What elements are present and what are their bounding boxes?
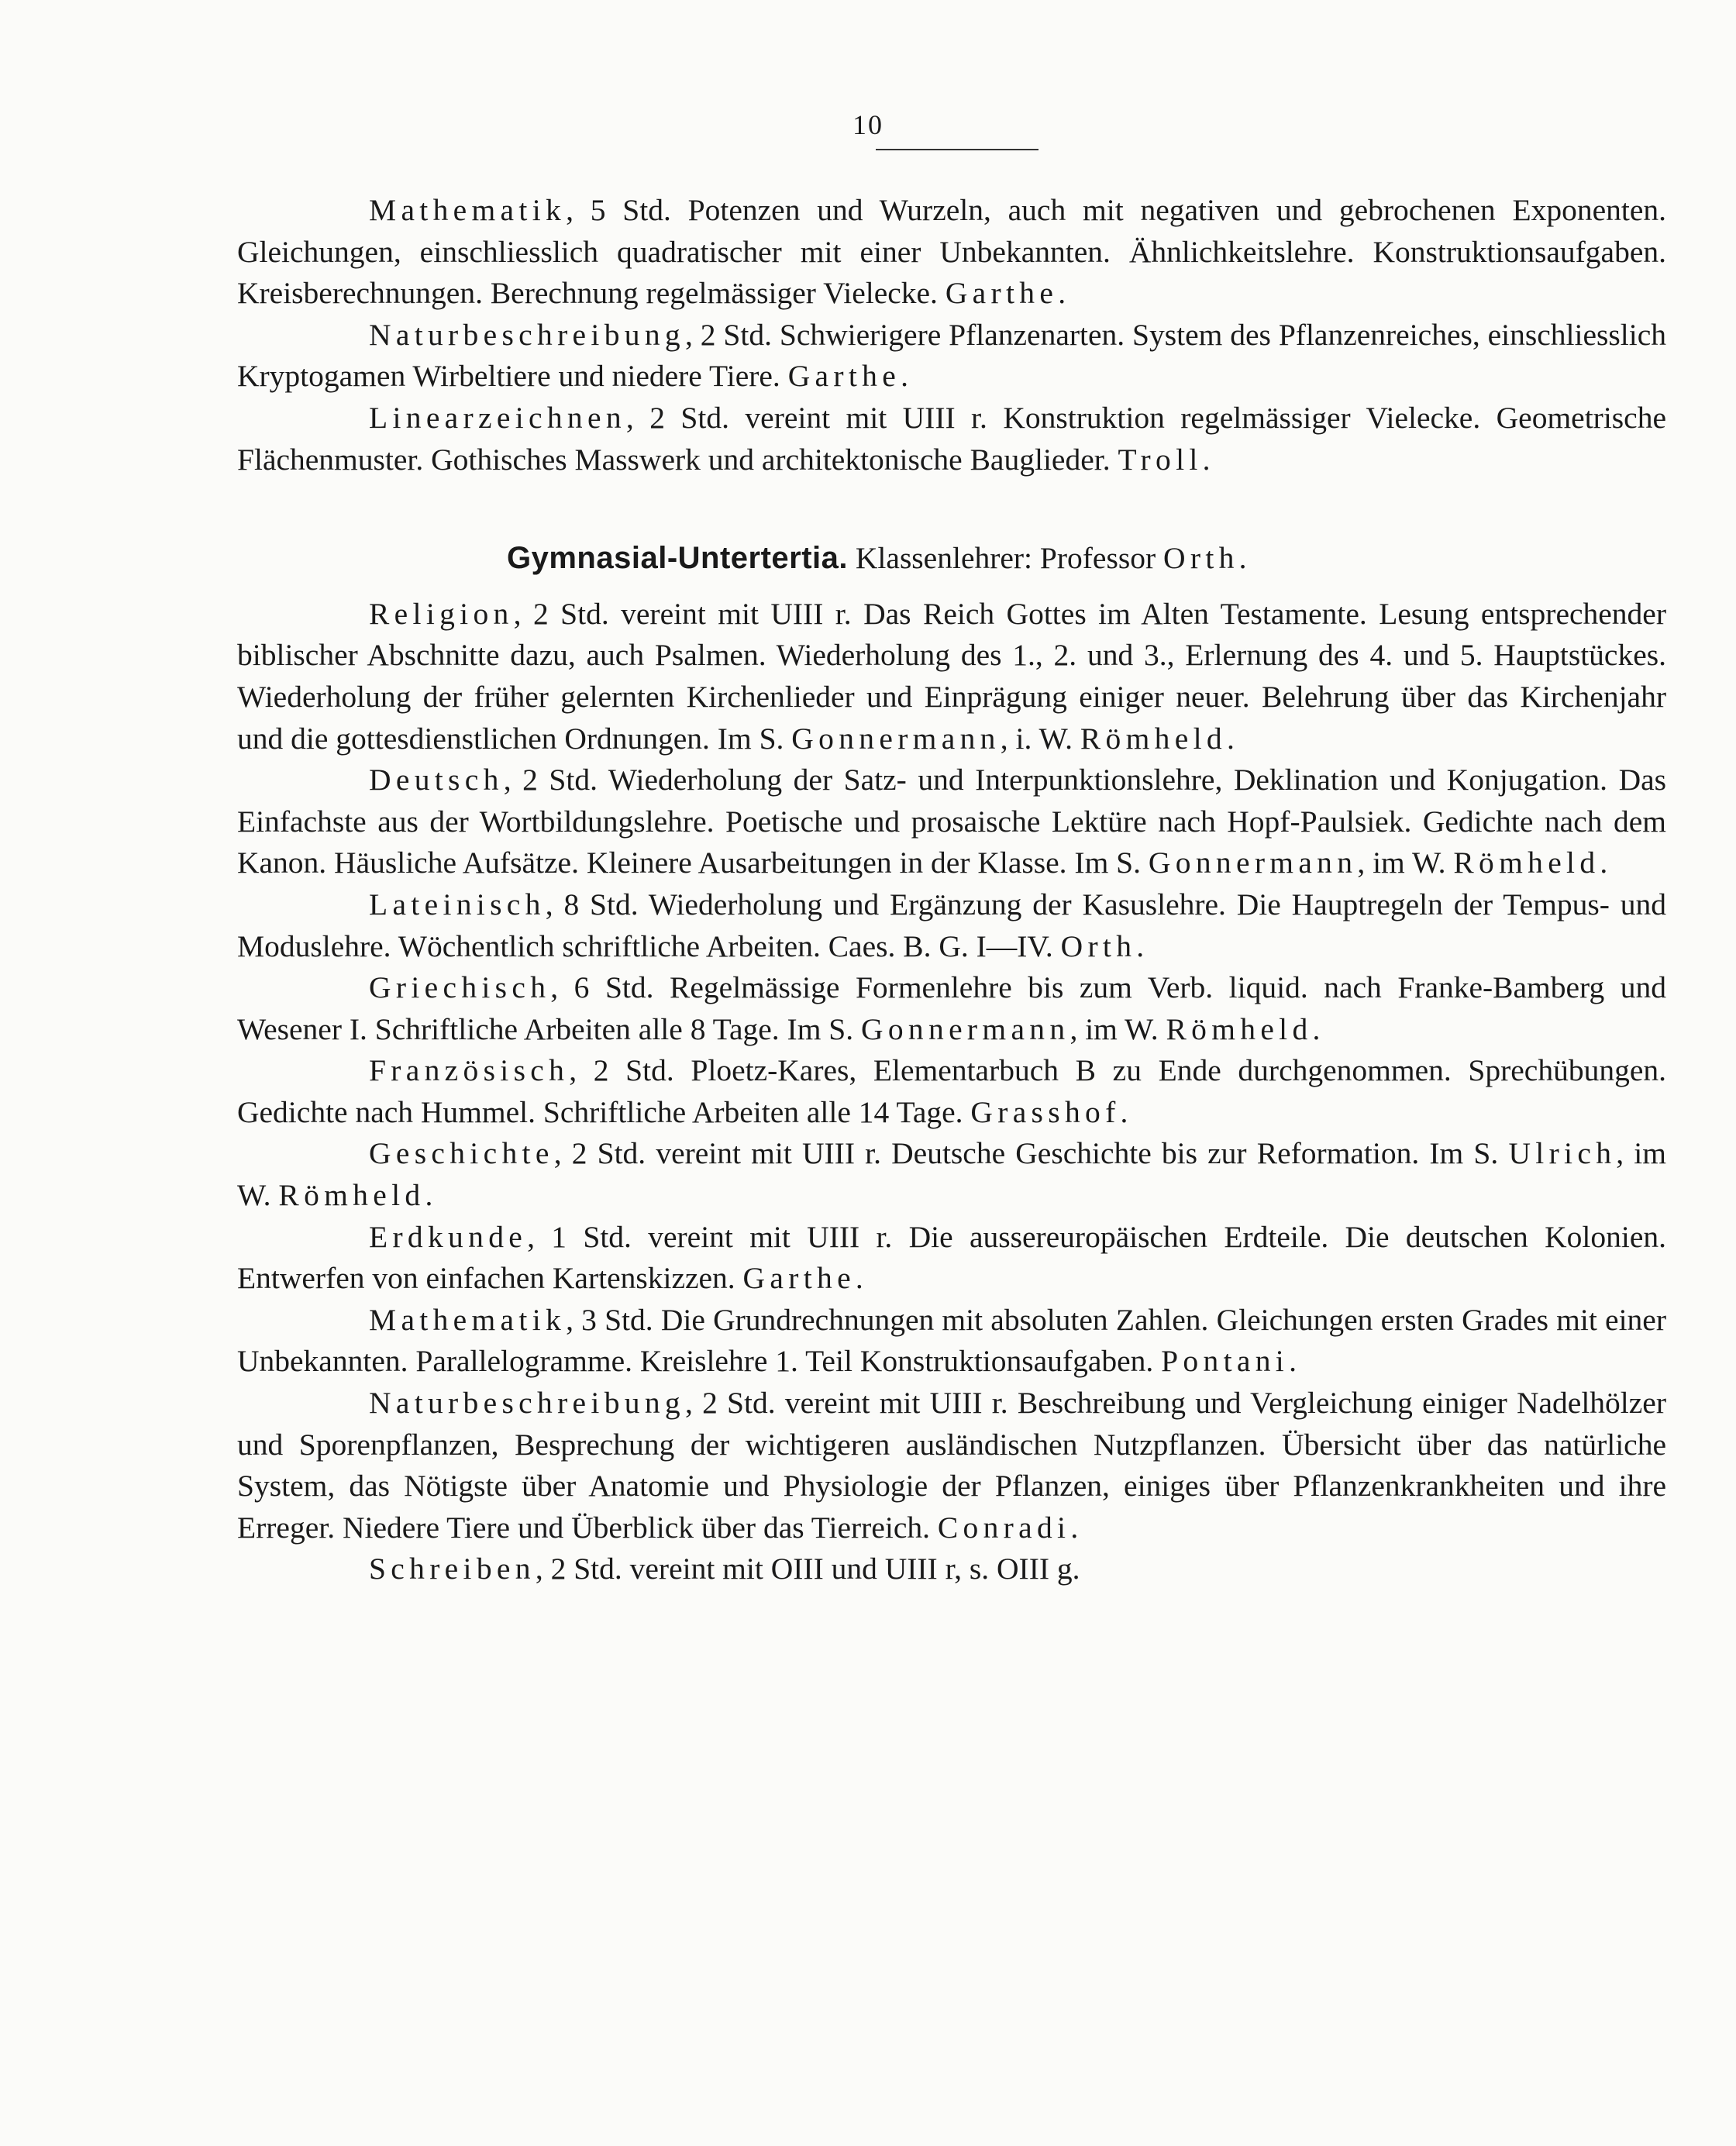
subject-name: Griechisch xyxy=(369,970,551,1005)
page-number: 10 xyxy=(852,109,884,140)
teacher-name-summer: Gonnermann xyxy=(1148,846,1358,880)
teacher-name: Garthe. xyxy=(742,1261,869,1296)
term-separator: , im W. xyxy=(1070,1011,1166,1046)
paragraph-text: Ploetz-Kares, Elementarbuch B zu Ende durchgenommen. Sprechübungen. Gedichte nach Hummel. Schriftliche Arbeiten alle 14 Tage. xyxy=(237,1053,1666,1129)
paragraph-naturbeschreibung-ob xyxy=(237,315,1666,398)
subject-name: Lateinisch xyxy=(369,887,546,921)
teacher-name-winter: Römheld. xyxy=(1080,721,1240,756)
paragraph-naturbeschreibung-ut xyxy=(237,1383,1666,1548)
hours: , 6 Std. xyxy=(550,970,670,1005)
section-heading xyxy=(237,538,1666,580)
paragraph-deutsch xyxy=(237,760,1666,884)
paragraph-text: Regelmässige Formenlehre bis zum Verb. liquid. nach Franke-Bamberg und Wesener I. Schriftliche Arbeiten alle 8 Tage. Im S. xyxy=(237,970,1666,1046)
teacher-name: Grasshof. xyxy=(970,1094,1133,1129)
teacher-name: Conradi. xyxy=(937,1510,1083,1545)
paragraph-text: Das Reich Gottes im Alten Testamente. Lesung entsprechender biblischer Abschnitte dazu, auch Psalmen. Wiederholung des 1., 2. und 3., Erlernung des 4. und 5. Hauptstückes. Wiederholung der früher gelernten Kirchenlieder und Einprägung einiger neuer. Belehrung über das Kirchenjahr und die gottesdienstlichen Ordnungen. Im S. xyxy=(237,596,1666,756)
paragraph-text: Deutsche Geschichte bis zur Reformation. Im S. xyxy=(891,1136,1509,1171)
section-title: Gymnasial-Untertertia. xyxy=(507,541,849,576)
subject-name: Linearzeichnen xyxy=(369,400,626,435)
paragraph-text: Konstruktion regelmässiger Vielecke. Geometrische Flächenmuster. Gothisches Masswerk und architektonische Bauglieder. xyxy=(237,400,1666,477)
paragraph-griechisch xyxy=(237,967,1666,1050)
hours: , 2 Std. vereint mit UIII r. xyxy=(684,1386,1018,1421)
teacher-name-summer: Ulrich xyxy=(1508,1136,1617,1171)
teacher-name-summer: Gonnermann xyxy=(791,721,1001,756)
term-separator: , i. W. xyxy=(1000,721,1080,756)
hours: , 2 Std. vereint mit UIII r. xyxy=(553,1136,892,1171)
hours: , 2 Std. vereint mit OIII und UIII r, s. OIII g. xyxy=(535,1552,1080,1586)
paragraph-text: Die Grundrechnungen mit absoluten Zahlen. Gleichungen ersten Grades mit einer Unbekannten. Parallelogramme. Kreislehre 1. Teil Konstruktionsaufgaben. xyxy=(237,1302,1666,1379)
paragraph-text: Potenzen und Wurzeln, auch mit negativen und gebrochenen Exponenten. Gleichungen, einschliesslich quadratischer mit einer Unbekannten. Ähnlichkeitslehre. Konstruktionsaufgaben. Kreisberechnungen. Berechnung regelmässiger Vielecke. xyxy=(237,193,1666,311)
subject-name: Mathematik xyxy=(369,1302,567,1337)
teacher-name: Orth. xyxy=(1060,928,1149,963)
class-teacher-name: Orth. xyxy=(1163,541,1252,576)
hours: , 8 Std. xyxy=(545,887,649,921)
subject-name: Schreiben xyxy=(369,1552,536,1586)
teacher-name: Troll. xyxy=(1118,442,1215,477)
hours: , 2 Std. vereint mit UIII r. xyxy=(625,400,1004,435)
paragraph-mathematik-ob xyxy=(237,190,1666,315)
page-number-rule xyxy=(876,149,1038,150)
subject-name: Religion xyxy=(369,596,514,631)
subject-name: Naturbeschreibung xyxy=(369,1386,685,1421)
teacher-name: Pontani. xyxy=(1161,1344,1302,1379)
hours: , 3 Std. xyxy=(566,1302,661,1337)
subject-name: Französisch xyxy=(369,1053,570,1088)
teacher-name: Garthe. xyxy=(787,359,914,394)
teacher-name-winter: Römheld. xyxy=(1166,1011,1325,1046)
paragraph-erdkunde xyxy=(237,1217,1666,1300)
subject-name: Naturbeschreibung xyxy=(369,317,685,352)
paragraph-lateinisch xyxy=(237,884,1666,967)
paragraph-text: Schwierigere Pflanzenarten. System des Pflanzenreiches, einschliesslich Kryptogamen Wirbeltiere und niedere Tiere. xyxy=(237,317,1666,394)
subject-name: Mathematik xyxy=(369,193,567,227)
paragraph-text: Die aussereuropäischen Erdteile. Die deutschen Kolonien. Entwerfen von einfachen Kartenskizzen. xyxy=(237,1219,1666,1296)
paragraph-franzoesisch xyxy=(237,1050,1666,1133)
teacher-name-winter: Römheld. xyxy=(1453,846,1613,880)
subject-name: Deutsch xyxy=(369,763,504,797)
teacher-name-winter: Römheld. xyxy=(278,1178,438,1213)
subject-name: Geschichte xyxy=(369,1136,554,1171)
hours: , 1 Std. vereint mit UIII r. xyxy=(527,1219,909,1254)
teacher-name: Garthe. xyxy=(945,276,1071,311)
term-separator: , im W. xyxy=(1357,846,1454,880)
paragraph-text: Wiederholung und Ergänzung der Kasuslehre. Die Hauptregeln der Tempus- und Moduslehre. Wöchentlich schriftliche Arbeiten. Caes. B. G. I—IV. xyxy=(237,887,1667,963)
subject-name: Erdkunde xyxy=(369,1219,528,1254)
class-teacher-label: Klassenlehrer: Professor xyxy=(848,541,1163,576)
term-separator: , im W. xyxy=(237,1136,1667,1213)
paragraph-linearzeichnen xyxy=(237,398,1666,481)
paragraph-text: Wiederholung der Satz- und Interpunktionslehre, Deklination und Konjugation. Das Einfachste aus der Wortbildungslehre. Poetische und prosaische Lektüre nach Hopf-Paulsiek. Gedichte nach dem Kanon. Häusliche Aufsätze. Kleinere Ausarbeitungen in der Klasse. Im S. xyxy=(237,763,1667,880)
paragraph-mathematik-ut xyxy=(237,1300,1666,1383)
hours: , 2 Std. vereint mit UIII r. xyxy=(513,596,864,631)
hours: , 2 Std. xyxy=(503,763,608,797)
paragraph-geschichte xyxy=(237,1133,1666,1216)
paragraph-text: Beschreibung und Vergleichung einiger Nadelhölzer und Sporenpflanzen, Besprechung der wichtigeren ausländischen Nutzpflanzen. Übersicht über das natürliche System, das Nötigste über Anatomie und Physiologie der Pflanzen, einiges über Pflanzenkrankheiten und ihre Erreger. Niedere Tiere und Überblick über das Tierreich. xyxy=(237,1386,1666,1545)
hours: , 2 Std. xyxy=(684,317,780,352)
paragraph-religion xyxy=(237,594,1666,760)
teacher-name-summer: Gonnermann xyxy=(861,1011,1070,1046)
document-body xyxy=(237,190,1666,1590)
hours: , 2 Std. xyxy=(569,1053,691,1088)
paragraph-schreiben xyxy=(237,1548,1666,1590)
hours: , 5 Std. xyxy=(566,193,688,227)
